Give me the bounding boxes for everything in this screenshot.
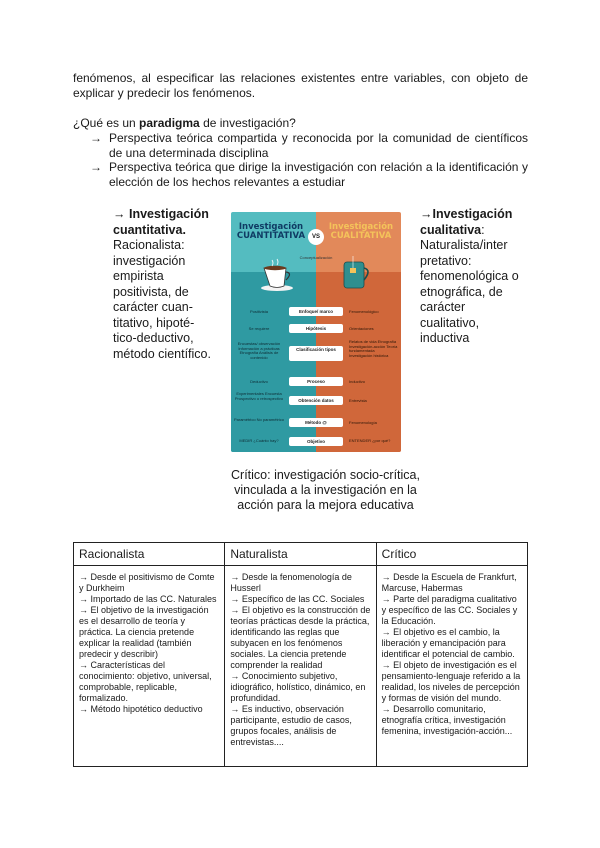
arrow-icon: → [90, 131, 102, 145]
table-cell-line: → Características del conocimiento: objetivo, universal, comprobable, replicable, formalizado. [79, 660, 212, 703]
table-cell-line: → Desde la Escuela de Frankfurt, Marcuse, Habermas [381, 572, 517, 593]
row-left: Encuestas/ observación Información a prácticas Etnografía Análisis de contenido [237, 341, 281, 360]
row-left: Positivista [249, 309, 268, 314]
tea-mug-icon [339, 254, 373, 292]
row-center-pill: Método @ [289, 418, 343, 427]
table-cell-critico [376, 566, 527, 767]
table-header-row [74, 543, 528, 566]
bullet-item [90, 160, 528, 190]
row-left: Paramétrico No paramétrico [233, 417, 285, 422]
bullet-text: Perspectiva teórica que dirige la investigación con relación a la identificación y elección de los hechos relevantes a estudiar [109, 160, 528, 189]
table-cell-line: → Desde la fenomenología de Husserl [230, 572, 352, 593]
table-cell-line: → El objeto de investigación es el pensamiento-lenguaje referido a la realidad, los niveles de percepción y formas de visión del mundo. [381, 660, 521, 703]
arrow-icon: → [90, 160, 102, 174]
table-cell-line: → Específico de las CC. Sociales [230, 594, 365, 604]
table-row [74, 566, 528, 767]
infographic-left-title: Investigación CUANTITATIVA [236, 222, 306, 241]
table-header-critico: Crítico [376, 543, 527, 566]
paradigm-infographic [231, 212, 401, 452]
table-cell-line: → Es inductivo, observación participante, estudio de casos, grupos focales, análisis de entrevistas.... [230, 704, 352, 747]
question-bold: paradigma [139, 116, 200, 130]
table-header-naturalista: Naturalista [225, 543, 376, 566]
row-right: Orientaciones [349, 326, 374, 331]
question-pre: ¿Qué es un [73, 116, 140, 130]
left-note [113, 207, 213, 362]
table-cell-naturalista [225, 566, 376, 767]
left-note-title: → Investigación cuantitativa. [113, 207, 209, 237]
row-left: Deductivo [250, 379, 268, 384]
center-top-label: Conceptualización [299, 255, 333, 260]
row-left: MEDIR ¿Cuánto hay? [239, 438, 279, 443]
right-note [420, 207, 526, 347]
table-cell-line: → El objetivo de la investigación es el desarrollo de teoría y práctica. La ciencia pretende explicar la realidad (también predecir y describir) [79, 605, 209, 659]
infographic-right-title: Investigación CUALITATIVA [328, 222, 394, 241]
row-left: Experimentales Encuesta Prospectivo o retrospectivo [234, 391, 284, 401]
critico-caption: Crítico: investigación socio-crítica, vinculada a la investigación en la acción para la mejora educativa [231, 468, 420, 512]
row-right: Relatos de vida Etnografía Investigación-acción Teoría fundamentada Investigación histórica [349, 339, 398, 358]
right-note-body: : Naturalista/inter pretativo: fenomenológica o etnográfica, de carácter cualitativo, inductiva [420, 222, 519, 345]
question-post: de investigación? [199, 116, 296, 130]
table-cell-line: → Parte del paradigma cualitativo y específico de las CC. Sociales y la Educación. [381, 594, 518, 626]
table-cell-line: → Método hipotético deductivo [79, 704, 203, 714]
row-center-pill: Proceso [289, 377, 343, 386]
row-center-pill: Obtención datos [289, 396, 343, 405]
row-center-pill: Clasificación tipos [289, 346, 343, 361]
table-cell-line: → Conocimiento subjetivo, idiográfico, holístico, dinámico, en profundidad. [230, 671, 366, 703]
table-cell-line: → Desde el positivismo de Comte y Durkheim [79, 572, 215, 593]
row-right: Fenomenología [349, 420, 377, 425]
intro-paragraph: fenómenos, al especificar las relaciones existentes entre variables, con objeto de explicar y predecir los fenómenos. [73, 71, 528, 100]
bullet-item [90, 131, 528, 161]
row-center-pill: Enfoque/ marco [289, 307, 343, 316]
row-left: Se requiere [248, 326, 270, 331]
row-right: Inductivo [349, 379, 366, 384]
row-right: Entrevista [349, 398, 367, 403]
row-center-pill: Objetivo [289, 437, 343, 446]
table-header-racionalista: Racionalista [74, 543, 225, 566]
paradigm-question [73, 116, 528, 131]
table-cell-line: → El objetivo es la construcción de teorías prácticas desde la práctica, identificando las reglas que subyacen en los fenómenos sociales. La ciencia pretende comprender la realidad [230, 605, 371, 670]
table-cell-line: → El objetivo es el cambio, la liberación y emancipación para identificar el potencial de cambio. [381, 627, 515, 659]
table-cell-line: → Importado de las CC. Naturales [79, 594, 217, 604]
left-note-body: Racionalista: investigación empirista positivista, de carácter cuan-titativo, hipoté-tico-deductivo, método científico. [113, 238, 211, 361]
paradigm-comparison-table [73, 542, 528, 767]
coffee-cup-icon [259, 258, 295, 292]
table-cell-racionalista [74, 566, 225, 767]
vs-badge: VS [308, 229, 324, 245]
right-note-title: →Investigación cualitativa [420, 207, 513, 237]
row-right: Fenomenológico [349, 309, 379, 314]
bullet-text: Perspectiva teórica compartida y reconocida por la comunidad de científicos de una determinada disciplina [109, 131, 528, 160]
table-cell-line: → Desarrollo comunitario, etnografía crítica, investigación femenina, investigación-acción... [381, 704, 513, 736]
row-center-pill: Hipótesis [289, 324, 343, 333]
row-right: ENTENDER ¿por qué? [349, 438, 391, 443]
